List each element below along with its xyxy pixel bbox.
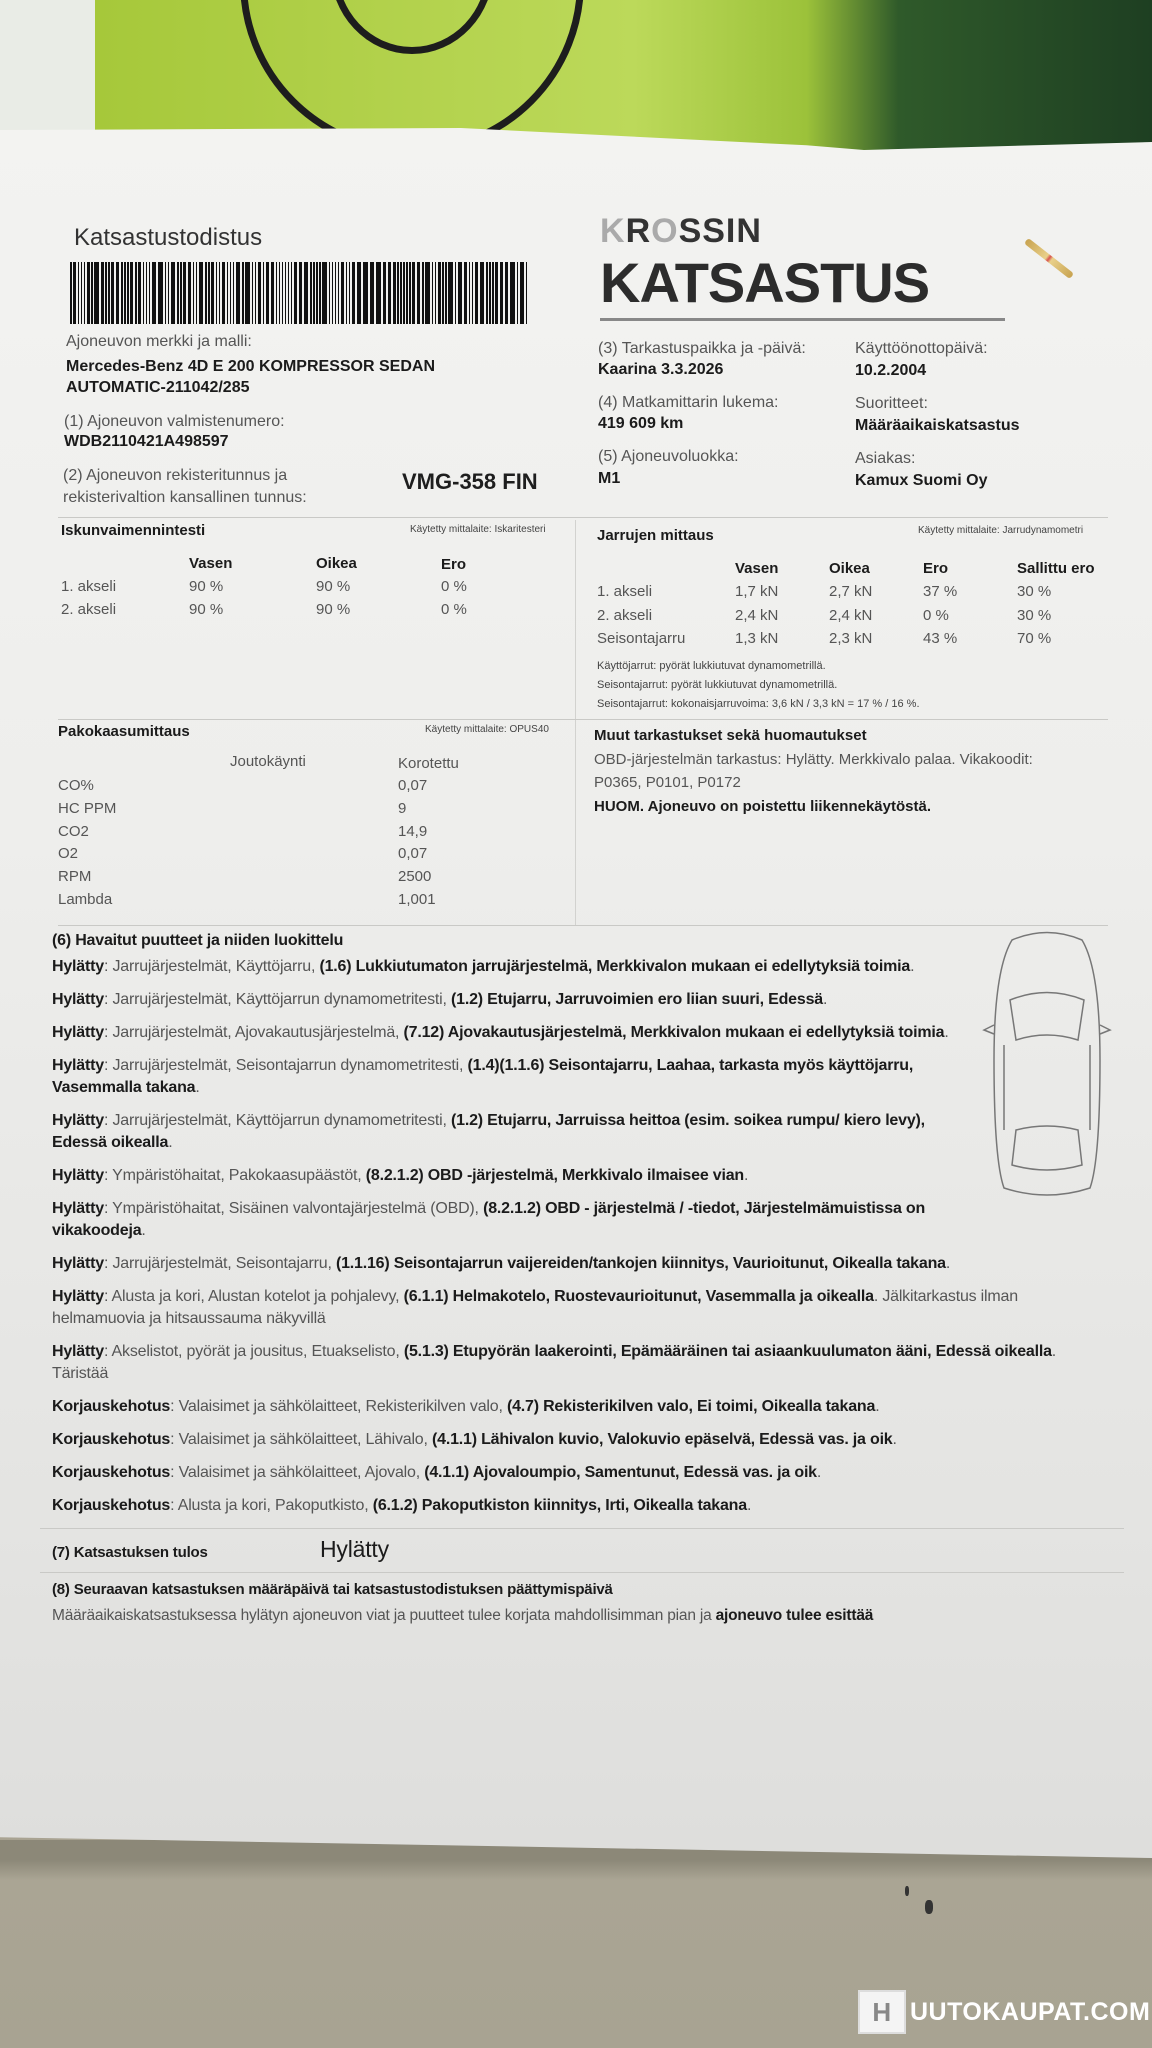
barcode-bar <box>458 262 463 324</box>
barcode-bar <box>313 262 315 324</box>
defect-context: : Jarrujärjestelmät, Ajovakautusjärjestelmä, <box>103 1024 404 1041</box>
defect-note: . Jälkitarkastus ilman helmamuovia ja hitsaussauma näkyvillä <box>52 1288 1018 1327</box>
defect-finding: (4.1.1) Ajovaloumpio, Samentunut, Edessä vas. ja oik <box>424 1464 817 1481</box>
exhaust-row-name: Lambda <box>58 891 113 908</box>
next-inspection-text-normal: Määräaikaiskatsastuksessa hylätyn ajoneuvon viat ja puutteet tulee korjata mahdollisimman pian ja <box>52 1607 716 1624</box>
defects-title: (6) Havaitut puutteet ja niiden luokittelu <box>52 932 344 949</box>
brakes-device: Käytetty mittalaite: Jarrudynamometri <box>918 525 1084 536</box>
barcode-bar <box>338 262 340 324</box>
barcode-bar <box>230 262 232 324</box>
defect-status: Hylätty <box>52 991 104 1008</box>
place-date-label: (3) Tarkastuspaikka ja -päivä: <box>598 340 806 357</box>
brakes-row-allowed: 30 % <box>1017 606 1052 624</box>
defect-finding: (1.2) Etujarru, Jarruissa heittoa (esim. soikea rumpu/ kiero levy), Edessä oikealla <box>52 1112 925 1151</box>
exhaust-row-name: RPM <box>58 868 92 886</box>
divider <box>58 719 1108 720</box>
barcode-bar <box>70 262 72 324</box>
defect-context: : Valaisimet ja sähkölaitteet, Rekisterikilven valo, <box>170 1398 507 1415</box>
first-use-value: 10.2.2004 <box>855 362 927 379</box>
brakes-row-allowed: 30 % <box>1017 583 1052 600</box>
barcode-bar <box>177 262 179 324</box>
shock-row-diff: 0 % <box>441 578 467 595</box>
barcode-bar <box>216 262 218 324</box>
first-use-label: Käyttöönottopäivä: <box>855 340 988 357</box>
car-diagram <box>982 930 1112 1200</box>
defect-note: . <box>892 1431 897 1448</box>
performed-value: Määräaikaiskatsastus <box>855 417 1020 434</box>
brakes-row-left: 1,3 kN <box>735 630 779 647</box>
logo-rule <box>600 318 1005 321</box>
make-model-line1: Mercedes-Benz 4D E 200 KOMPRESSOR SEDAN <box>66 358 435 375</box>
divider <box>58 517 1108 518</box>
result-value: Hylätty <box>320 1536 389 1562</box>
barcode-bar <box>438 262 441 324</box>
barcode-bar <box>288 262 290 324</box>
barcode-bar <box>263 262 265 324</box>
barcode-bar <box>242 262 244 324</box>
logo-line2: KATSASTUS <box>600 251 930 314</box>
reg-label-line1: (2) Ajoneuvon rekisteritunnus ja <box>63 467 288 484</box>
exhaust-row-raised: 2500 <box>398 868 432 886</box>
defect-status: Hylätty <box>52 1024 104 1041</box>
defect-note: . <box>746 1497 752 1514</box>
krossin-katsastus-logo <box>600 212 1010 324</box>
defect-item <box>52 1396 1112 1418</box>
defect-item <box>52 956 1112 978</box>
barcode-bar <box>168 262 170 324</box>
defect-finding: (4.1.1) Lähivalon kuvio, Valokuvio epäselvä, Edessä vas. ja oik <box>432 1431 893 1448</box>
defect-status: Hylätty <box>52 958 104 975</box>
defect-context: : Ympäristöhaitat, Pakokaasupäästöt, <box>103 1167 366 1184</box>
defect-item <box>52 1429 1112 1451</box>
next-inspection-title: (8) Seuraavan katsastuksen määräpäivä tai katsastustodistuksen päättymispäivä <box>52 1581 613 1598</box>
brakes-row-axle: 1. akseli <box>597 583 653 600</box>
barcode-bar <box>101 262 104 324</box>
brakes-header-diff: Ero <box>923 560 949 577</box>
brakes-row-axle: Seisontajarru <box>597 630 686 647</box>
defect-note: . <box>945 1255 951 1272</box>
barcode-bar <box>393 262 396 324</box>
registration-number: VMG-358 FIN <box>402 469 538 494</box>
defect-list <box>52 956 1112 1517</box>
exhaust-row-name: HC PPM <box>58 799 117 817</box>
defect-note: . <box>875 1398 880 1415</box>
barcode-bar <box>158 262 163 324</box>
defect-note: . <box>743 1167 749 1184</box>
defect-context: : Jarrujärjestelmät, Seisontajarru, <box>103 1255 336 1272</box>
stain <box>925 1900 933 1914</box>
defect-context: : Jarrujärjestelmät, Seisontajarrun dynamometritesti, <box>103 1057 468 1074</box>
defect-context: : Alusta ja kori, Pakoputkisto, <box>170 1497 373 1514</box>
barcode-bar <box>135 262 137 324</box>
barcode-bar <box>165 262 167 324</box>
other-checks-title: Muut tarkastukset sekä huomautukset <box>594 727 867 744</box>
barcode-bar <box>406 262 408 324</box>
barcode-bar <box>222 262 225 324</box>
barcode-bar <box>432 262 434 324</box>
defect-finding: (8.2.1.2) OBD -järjestelmä, Merkkivalo ilmaisee vian <box>365 1167 744 1184</box>
performed-label: Suoritteet: <box>855 395 928 412</box>
vehicle-class-value: M1 <box>598 470 621 487</box>
defect-status: Hylätty <box>52 1343 104 1360</box>
other-checks-line2: P0365, P0101, P0172 <box>594 774 741 791</box>
defect-note: . <box>816 1464 822 1481</box>
defect-context: : Jarrujärjestelmät, Käyttöjarrun dynamometritesti, <box>103 1112 452 1129</box>
result-row <box>52 1529 1112 1572</box>
brakes-note: Käyttöjarrut: pyörät lukkiutuvat dynamometrillä. <box>597 660 826 672</box>
barcode-bar <box>146 262 148 324</box>
barcode-bar <box>322 262 327 324</box>
customer-label: Asiakas: <box>855 450 916 467</box>
stain <box>905 1886 909 1896</box>
defect-item <box>52 1341 1112 1385</box>
defect-context: : Valaisimet ja sähkölaitteet, Ajovalo, <box>170 1464 425 1481</box>
brakes-header-allowed: Sallittu ero <box>1017 560 1095 577</box>
defect-finding: (6.1.1) Helmakotelo, Ruostevaurioitunut, Vasemmalla ja oikealla <box>403 1288 874 1305</box>
brakes-row-right: 2,3 kN <box>829 630 873 647</box>
brakes-row-left: 1,7 kN <box>735 583 779 600</box>
exhaust-device: Käytetty mittalaite: OPUS40 <box>425 724 549 735</box>
defect-status: Korjauskehotus <box>52 1464 171 1481</box>
barcode-bar <box>526 262 527 324</box>
vin-value: WDB2110421A498597 <box>64 433 229 450</box>
reg-label-line2: rekisterivaltion kansallinen tunnus: <box>63 489 307 506</box>
barcode-bar <box>188 262 191 324</box>
barcode-bar <box>211 262 214 324</box>
watermark-text: UUTOKAUPAT.COM <box>910 1997 1151 2026</box>
barcode-bar <box>335 262 337 324</box>
document-title: Katsastustodistus <box>74 224 263 251</box>
huutokaupat-watermark <box>858 1990 1150 2034</box>
barcode-bar <box>127 262 129 324</box>
barcode-bar <box>412 262 415 324</box>
shock-header-right: Oikea <box>316 555 357 572</box>
barcode-bar <box>472 262 474 324</box>
barcode-bar <box>266 262 269 324</box>
vin-label: (1) Ajoneuvon valmistenumero: <box>64 413 285 430</box>
defect-status: Korjauskehotus <box>52 1497 171 1514</box>
barcode-bar <box>105 262 107 324</box>
defect-item <box>52 1165 1112 1187</box>
brakes-row-diff: 43 % <box>923 630 958 647</box>
barcode <box>70 262 527 324</box>
barcode-bar <box>236 262 241 324</box>
defect-status: Korjauskehotus <box>52 1431 171 1448</box>
barcode-bar <box>376 262 381 324</box>
barcode-bar <box>276 262 278 324</box>
defect-finding: (1.2) Etujarru, Jarruvoimien ero liian suuri, Edessä <box>451 991 823 1008</box>
logo-line1: KROSSIN <box>600 212 762 250</box>
barcode-bar <box>352 262 355 324</box>
barcode-bar <box>282 262 284 324</box>
barcode-bar <box>329 262 331 324</box>
barcode-bar <box>469 262 471 324</box>
brakes-row-right: 2,7 kN <box>829 583 873 600</box>
exhaust-row-raised: 14,9 <box>398 822 428 840</box>
barcode-bar <box>245 262 250 324</box>
barcode-bar <box>489 262 491 324</box>
defect-finding: (7.12) Ajovakautusjärjestelmä, Merkkivalon mukaan ei edellytyksiä toimia <box>403 1024 945 1041</box>
barcode-bar <box>422 262 424 324</box>
watermark-logo-box: H <box>858 1990 906 2034</box>
defect-status: Hylätty <box>52 1057 104 1074</box>
column-divider <box>575 520 576 925</box>
defect-status: Hylätty <box>52 1255 104 1272</box>
barcode-bar <box>111 262 114 324</box>
defect-finding: (1.4)(1.1.6) Seisontajarru, Laahaa, tarkasta myös käyttöjarru, Vasemmalla takana <box>52 1057 914 1096</box>
vehicle-class-label: (5) Ajoneuvoluokka: <box>598 448 739 465</box>
barcode-bar <box>480 262 485 324</box>
defect-finding: (8.2.1.2) OBD - järjestelmä / -tiedot, Järjestelmämuistissa on vikakoodeja <box>52 1200 926 1239</box>
defect-finding: (6.1.2) Pakoputkiston kiinnitys, Irti, Oikealla takana <box>372 1497 747 1514</box>
barcode-bar <box>143 262 145 324</box>
exhaust-row-raised: 9 <box>398 799 407 817</box>
defect-status: Hylätty <box>52 1167 104 1184</box>
shock-header-diff: Ero <box>441 556 467 573</box>
defect-note: . <box>822 991 828 1008</box>
defect-item <box>52 1253 1112 1275</box>
barcode-bar <box>94 262 99 324</box>
defect-finding: (4.7) Rekisterikilven valo, Ei toimi, Oikealla takana <box>506 1398 876 1415</box>
barcode-bar <box>495 262 498 324</box>
barcode-bar <box>180 262 182 324</box>
barcode-bar <box>294 262 297 324</box>
defect-item <box>52 1055 1112 1099</box>
brakes-header-right: Oikea <box>829 560 870 577</box>
barcode-bar <box>81 262 83 324</box>
barcode-bar <box>486 262 488 324</box>
defect-finding: (1.6) Lukkiutumaton jarrujärjestelmä, Merkkivalon mukaan ei edellytyksiä toimia <box>319 958 911 975</box>
barcode-bar <box>152 262 157 324</box>
barcode-bar <box>475 262 478 324</box>
barcode-bar <box>500 262 503 324</box>
barcode-bar <box>258 262 261 324</box>
defect-item <box>52 1110 1112 1154</box>
barcode-bar <box>492 262 494 324</box>
defect-status: Hylätty <box>52 1200 104 1217</box>
barcode-bar <box>397 262 399 324</box>
defect-context: : Jarrujärjestelmät, Käyttöjarrun dynamometritesti, <box>103 991 452 1008</box>
result-label: (7) Katsastuksen tulos <box>52 1544 208 1561</box>
make-model-line2: AUTOMATIC-211042/285 <box>66 379 250 396</box>
defect-item <box>52 1495 1112 1517</box>
brakes-note: Seisontajarrut: kokonaisjarruvoima: 3,6 kN / 3,3 kN = 17 % / 16 %. <box>597 698 920 710</box>
barcode-bar <box>291 262 293 324</box>
barcode-bar <box>363 262 368 324</box>
barcode-bar <box>130 262 133 324</box>
barcode-bar <box>505 262 508 324</box>
exhaust-row-raised: 0,07 <box>398 845 428 863</box>
barcode-bar <box>255 262 257 324</box>
shock-row-right: 90 % <box>316 578 351 595</box>
barcode-bar <box>199 262 204 324</box>
next-inspection-text <box>52 1605 1112 1627</box>
defect-context: : Valaisimet ja sähkölaitteet, Lähivalo, <box>170 1431 432 1448</box>
barcode-bar <box>400 262 402 324</box>
barcode-bar <box>370 262 375 324</box>
barcode-bar <box>455 262 457 324</box>
barcode-bar <box>316 262 318 324</box>
brakes-row-allowed: 70 % <box>1017 630 1052 647</box>
barcode-bar <box>383 262 386 324</box>
barcode-bar <box>346 262 348 324</box>
defect-note: . Täristää <box>52 1343 1057 1382</box>
defect-context: : Alusta ja kori, Alustan kotelot ja pohjalevy, <box>103 1288 404 1305</box>
exhaust-row-raised: 1,001 <box>398 891 436 908</box>
brakes-row-axle: 2. akseli <box>597 606 653 624</box>
barcode-bar <box>84 262 86 324</box>
barcode-bar <box>464 262 467 324</box>
place-date-value: Kaarina 3.3.2026 <box>598 361 724 378</box>
barcode-bar <box>233 262 235 324</box>
make-model-label: Ajoneuvon merkki ja malli: <box>66 333 252 350</box>
defect-note: . <box>195 1079 200 1096</box>
barcode-bar <box>121 262 123 324</box>
barcode-bar <box>319 262 321 324</box>
brakes-title: Jarrujen mittaus <box>597 527 714 544</box>
defects-section <box>52 930 1112 1627</box>
shock-row-right: 90 % <box>316 601 351 618</box>
odometer-value: 419 609 km <box>598 415 684 432</box>
barcode-bar <box>520 262 525 324</box>
barcode-bar <box>78 262 80 324</box>
barcode-bar <box>425 262 430 324</box>
exhaust-row-name: CO2 <box>58 822 89 840</box>
barcode-bar <box>279 262 281 324</box>
exhaust-header-raised: Korotettu <box>398 755 459 772</box>
barcode-bar <box>205 262 207 324</box>
barcode-bar <box>388 262 391 324</box>
barcode-bar <box>409 262 411 324</box>
barcode-bar <box>183 262 186 324</box>
barcode-bar <box>208 262 210 324</box>
barcode-bar <box>227 262 229 324</box>
barcode-bar <box>349 262 351 324</box>
other-checks-note: HUOM. Ajoneuvo on poistettu liikennekäytöstä. <box>594 798 931 815</box>
brakes-header-left: Vasen <box>735 560 779 577</box>
defect-status: Korjauskehotus <box>52 1398 171 1415</box>
brakes-row-right: 2,4 kN <box>829 606 873 624</box>
barcode-bar <box>435 262 437 324</box>
defect-status: Hylätty <box>52 1112 104 1129</box>
exhaust-header-idle: Joutokäynti <box>230 753 306 770</box>
shock-row-diff: 0 % <box>441 601 467 618</box>
brakes-row-diff: 0 % <box>923 606 949 624</box>
defect-note: . <box>168 1134 173 1151</box>
barcode-bar <box>299 262 302 324</box>
shock-row-left: 90 % <box>189 578 224 595</box>
barcode-bar <box>442 262 444 324</box>
exhaust-title: Pakokaasumittaus <box>58 723 190 740</box>
barcode-bar <box>108 262 110 324</box>
defect-note: . <box>141 1222 146 1239</box>
defect-finding: (1.1.16) Seisontajarrun vaijereiden/tankojen kiinnitys, Vaurioitunut, Oikealla takana <box>335 1255 946 1272</box>
defect-item <box>52 1022 1112 1044</box>
barcode-bar <box>285 262 287 324</box>
barcode-bar <box>445 262 447 324</box>
barcode-bar <box>448 262 453 324</box>
odometer-label: (4) Matkamittarin lukema: <box>598 394 779 411</box>
shock-test-device: Käytetty mittalaite: Iskaritesteri <box>410 524 546 535</box>
shock-row-axle: 2. akseli <box>61 601 117 618</box>
barcode-bar <box>87 262 90 324</box>
barcode-bar <box>193 262 195 324</box>
customer-value: Kamux Suomi Oy <box>855 472 988 489</box>
brakes-note: Seisontajarrut: pyörät lukkiutuvat dynamometrillä. <box>597 679 838 691</box>
barcode-bar <box>219 262 221 324</box>
barcode-bar <box>171 262 176 324</box>
defect-context: : Jarrujärjestelmät, Käyttöjarru, <box>103 958 320 975</box>
exhaust-row-name: CO% <box>58 777 94 794</box>
barcode-bar <box>149 262 151 324</box>
divider <box>40 1572 1124 1573</box>
defect-item <box>52 1198 1112 1242</box>
brakes-row-left: 2,4 kN <box>735 606 779 624</box>
barcode-bar <box>138 262 141 324</box>
defect-note: . <box>944 1024 949 1041</box>
barcode-bar <box>73 262 76 324</box>
exhaust-row-name: O2 <box>58 845 79 863</box>
barcode-bar <box>417 262 420 324</box>
barcode-bar <box>91 262 93 324</box>
defect-context: : Akselistot, pyörät ja jousitus, Etuakselisto, <box>103 1343 404 1360</box>
barcode-bar <box>341 262 344 324</box>
other-checks-line1: OBD-järjestelmän tarkastus: Hylätty. Merkkivalo palaa. Vikakoodit: <box>594 751 1033 768</box>
barcode-bar <box>357 262 362 324</box>
barcode-bar <box>271 262 274 324</box>
shock-test-title: Iskunvaimennintesti <box>61 522 206 539</box>
brakes-row-diff: 37 % <box>923 583 958 600</box>
defect-item <box>52 1462 1112 1484</box>
barcode-bar <box>310 262 312 324</box>
defect-context: : Ympäristöhaitat, Sisäinen valvontajärjestelmä (OBD), <box>103 1200 484 1217</box>
defect-item <box>52 1286 1112 1330</box>
defect-finding: (5.1.3) Etupyörän laakerointi, Epämääräinen tai asiaankuulumaton ääni, Edessä oikealla <box>403 1343 1052 1360</box>
barcode-bar <box>116 262 119 324</box>
barcode-bar <box>403 262 405 324</box>
next-inspection-text-bold: ajoneuvo tulee esittää <box>715 1607 874 1624</box>
defect-status: Hylätty <box>52 1288 104 1305</box>
shock-header-left: Vasen <box>189 555 233 572</box>
defect-note: . <box>910 958 915 975</box>
barcode-bar <box>196 262 198 324</box>
exhaust-row-raised: 0,07 <box>398 777 428 794</box>
barcode-bar <box>332 262 334 324</box>
defect-item <box>52 989 1112 1011</box>
barcode-bar <box>124 262 126 324</box>
barcode-bar <box>252 262 254 324</box>
shock-row-left: 90 % <box>189 601 224 618</box>
barcode-bar <box>304 262 309 324</box>
barcode-bar <box>517 262 519 324</box>
divider <box>58 925 1108 926</box>
barcode-bar <box>510 262 515 324</box>
shock-row-axle: 1. akseli <box>61 578 117 595</box>
